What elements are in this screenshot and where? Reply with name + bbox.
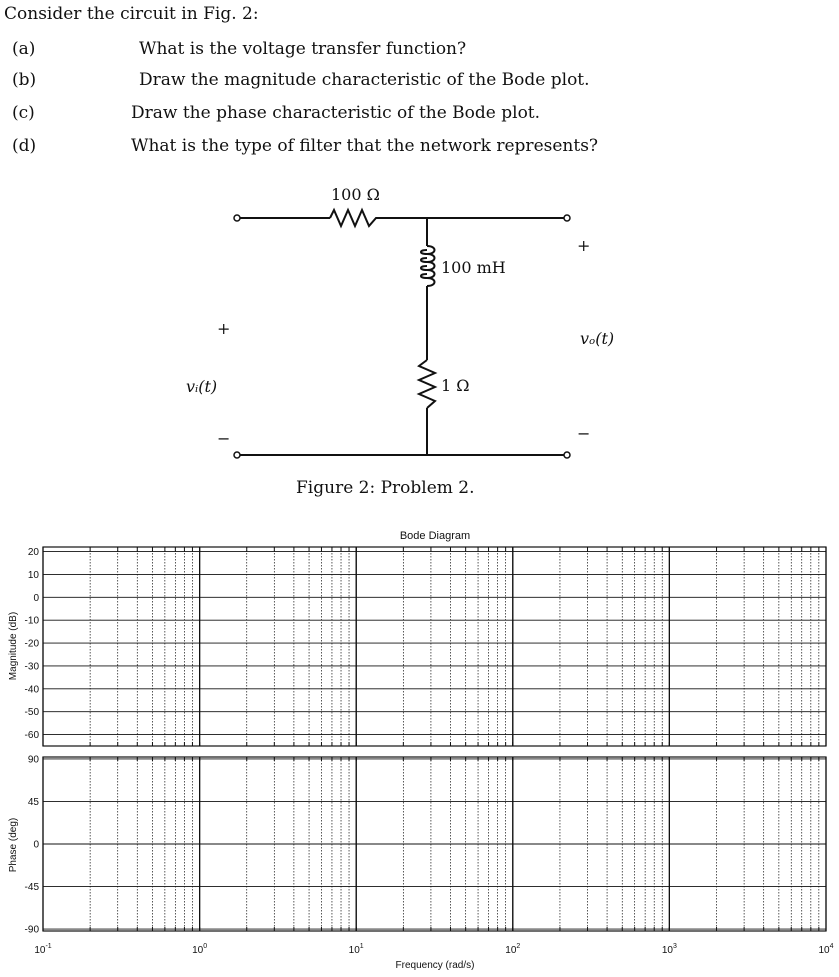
phase-tick-label: -90 — [24, 924, 39, 936]
output-minus-sign: − — [577, 424, 591, 443]
bode-diagram — [0, 525, 839, 977]
inductor-100-mh — [421, 246, 435, 286]
frequency-tick-label: $10^3$ — [661, 943, 677, 956]
phase-tick-label: 45 — [27, 796, 39, 808]
terminal-input-top — [234, 215, 240, 221]
resistor-bottom-label: 1 Ω — [441, 376, 470, 395]
output-plus-sign: + — [577, 236, 591, 255]
frequency-tick-label: $10^1$ — [348, 943, 364, 956]
frequency-tick-label: $10^0$ — [192, 943, 208, 956]
resistor-1-ohm — [419, 360, 435, 408]
question-c-label: (c) — [12, 103, 35, 123]
phase-axis-label: Phase (deg) — [8, 817, 19, 873]
frequency-tick-label: $10^2$ — [505, 943, 521, 956]
frequency-tick-label: $10^4$ — [818, 943, 834, 956]
magnitude-tick-label: -20 — [24, 638, 39, 650]
magnitude-tick-label: 20 — [27, 547, 39, 559]
magnitude-grid — [43, 547, 826, 746]
resistor-top-label: 100 Ω — [331, 185, 380, 204]
magnitude-tick-label: -50 — [24, 707, 39, 719]
terminal-input-bottom — [234, 452, 240, 458]
question-a-label: (a) — [12, 39, 36, 59]
terminal-output-top — [564, 215, 570, 221]
input-minus-sign: − — [217, 429, 231, 448]
phase-tick-label: -45 — [24, 882, 39, 894]
frequency-tick-labels — [34, 943, 833, 956]
question-a-text: What is the voltage transfer function? — [139, 39, 467, 59]
problem-intro: Consider the circuit in Fig. 2: — [4, 4, 259, 24]
input-plus-sign: + — [217, 319, 231, 338]
figure-caption: Figure 2: Problem 2. — [296, 478, 475, 498]
magnitude-tick-label: -10 — [24, 615, 39, 627]
output-voltage-label: vₒ(t) — [580, 329, 615, 348]
magnitude-tick-label: -30 — [24, 661, 39, 673]
magnitude-tick-label: 0 — [33, 592, 39, 604]
question-c-text: Draw the phase characteristic of the Bode plot. — [131, 103, 541, 123]
magnitude-tick-label: -40 — [24, 684, 39, 696]
phase-tick-label: 0 — [33, 839, 39, 851]
bode-title: Bode Diagram — [399, 530, 471, 542]
circuit-diagram — [0, 180, 839, 480]
terminal-output-bottom — [564, 452, 570, 458]
phase-grid — [43, 757, 826, 931]
question-d-text: What is the type of filter that the network represents? — [131, 136, 599, 156]
question-b-text: Draw the magnitude characteristic of the Bode plot. — [139, 70, 590, 90]
inductor-label: 100 mH — [441, 258, 506, 277]
frequency-axis-label: Frequency (rad/s) — [395, 960, 475, 971]
magnitude-tick-label: 10 — [27, 569, 39, 581]
resistor-100-ohm — [330, 210, 380, 226]
question-d-label: (d) — [12, 136, 37, 156]
magnitude-tick-label: -60 — [24, 730, 39, 742]
phase-tick-label: 90 — [27, 754, 39, 766]
magnitude-axis-label: Magnitude (dB) — [8, 611, 19, 681]
question-b-label: (b) — [12, 70, 37, 90]
magnitude-tick-labels — [25, 547, 40, 741]
magnitude-axes-frame — [43, 547, 826, 746]
phase-tick-labels — [25, 754, 40, 935]
input-voltage-label: vᵢ(t) — [186, 377, 218, 396]
frequency-tick-label: $10^{-1}$ — [34, 943, 52, 956]
